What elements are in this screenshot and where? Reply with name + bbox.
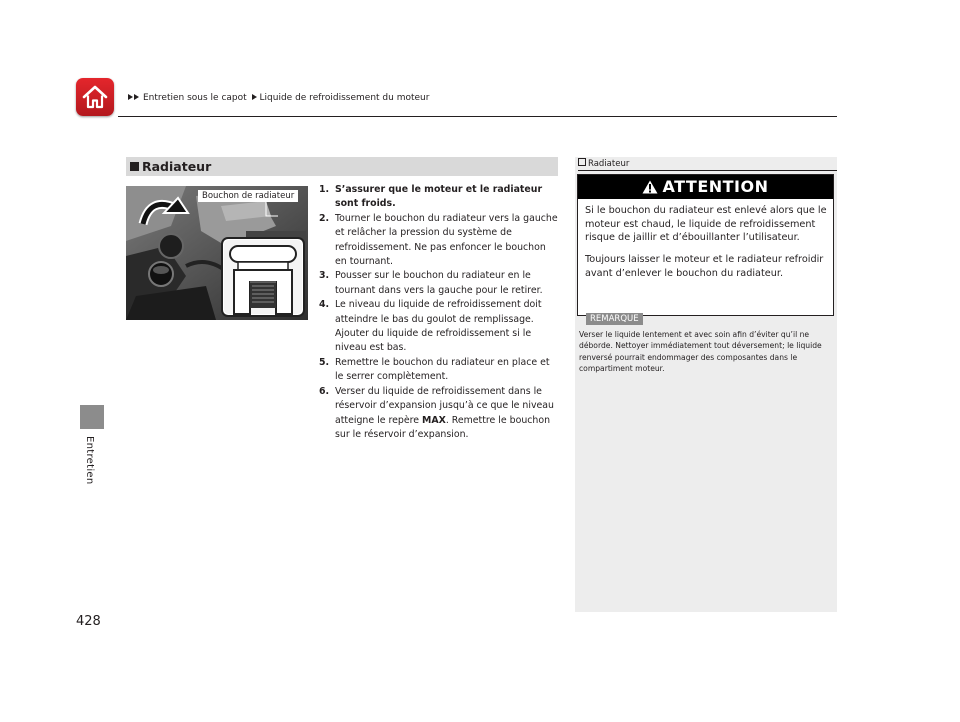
step-text [335,386,554,440]
warning-header [578,175,833,199]
breadcrumb-item-1[interactable]: Entretien sous le capot [143,93,247,103]
breadcrumb-item-2[interactable]: Liquide de refroidissement du moteur [259,93,430,103]
side-chapter-label: Entretien [84,436,95,485]
step-text: S’assurer que le moteur et le radiateur sont froids. [335,184,543,210]
warning-box [577,174,834,316]
step-item [319,183,559,212]
step-item [319,298,559,356]
step-item [319,212,559,270]
step-number: 5. [319,356,330,368]
side-tab-marker [80,405,104,429]
section-title: Radiateur [142,159,212,174]
step-text-part: Verser du liquide de refroidissement dans le réservoir d’expansion jusqu’à ce que le niveau atteigne le repère [335,385,554,426]
section-header [126,157,558,176]
radiator-cap-photo [126,186,308,320]
warning-text-2: Toujours laisser le moteur et le radiateur refroidir avant d’enlever le bouchon du radiateur. [585,254,824,279]
section-square-icon [130,162,139,171]
step-number: 1. [319,184,330,195]
note-marker-icon [578,158,586,166]
photo-callout-label: Bouchon de radiateur [198,190,298,202]
step-text: Remettre le bouchon du radiateur en place et le serrer complètement. [335,356,550,383]
procedure-steps [319,183,559,442]
warning-triangle-icon [642,180,658,194]
step-number: 4. [319,299,330,311]
breadcrumb [128,93,429,103]
max-mark-label: MAX [422,414,446,426]
engine-bay-illustration [126,186,308,320]
warning-title: ATTENTION [662,177,769,196]
step-item [319,356,559,385]
step-item [319,269,559,298]
breadcrumb-arrow-icon [134,94,139,100]
notes-rule [578,170,837,171]
breadcrumb-arrow-icon [128,94,133,100]
note-badge: REMARQUE [586,313,643,325]
notes-title [578,158,629,169]
page-number: 428 [76,614,101,629]
step-text: Pousser sur le bouchon du radiateur en le tournant dans vers la gauche pour le retirer. [335,270,543,296]
header-rule [118,116,837,117]
step-number: 6. [319,385,330,397]
home-button[interactable] [76,78,114,116]
warning-text-1: Si le bouchon du radiateur est enlevé alors que le moteur est chaud, le liquide de refroidissement risque de jaillir et d’ébouillanter l’utilisateur. [585,205,827,243]
step-number: 3. [319,270,330,282]
step-text-part: . Remettre le bouchon sur le réservoir d’expansion. [335,414,551,440]
notes-column [575,157,837,612]
breadcrumb-arrow-icon [252,94,257,100]
note-text: Verser le liquide lentement et avec soin afin d’éviter qu’il ne déborde. Nettoyer immédiatement tout déversement; le liquide renversé pourrait endommager des composantes dans le compartiment moteur. [579,330,822,373]
home-icon [81,83,109,111]
step-item [319,385,559,443]
step-number: 2. [319,212,330,224]
step-text: Tourner le bouchon du radiateur vers la gauche et relâcher la pression du système de refroidissement. Ne pas enfoncer le bouchon en tournant. [335,212,558,268]
notes-title-text: Radiateur [588,159,630,169]
step-text: Le niveau du liquide de refroidissement doit atteindre le bas du goulot de remplissage. Ajouter du liquide de refroidissement si le niveau est bas. [335,299,542,354]
